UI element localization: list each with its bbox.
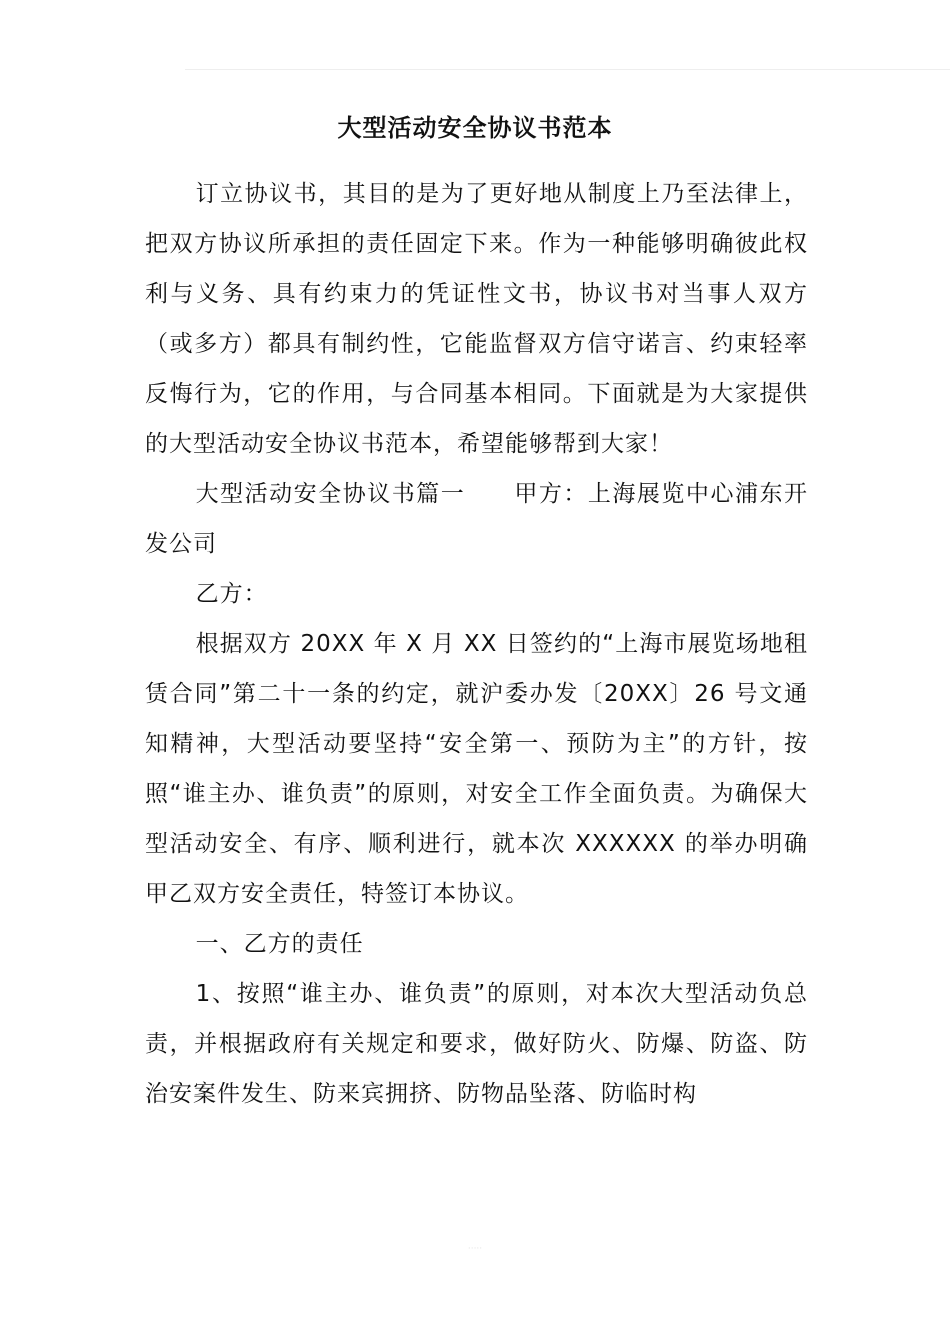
section-heading-paragraph: 大型活动安全协议书篇一 甲方：上海展览中心浦东开发公司 — [145, 481, 808, 557]
header-divider — [185, 69, 950, 70]
document-body — [145, 169, 808, 1119]
basis-paragraph: 根据双方 20XX 年 X 月 XX 日签约的“上海市展览场地租赁合同”第二十一条的约定，就沪委办发〔20XX〕26 号文通知精神，大型活动要坚持“安全第一、预防为主”的方针，按照“谁主办、谁负责”的原则，对安全工作全面负责。为确保大型活动安全、有序、顺利进行，就本次 XXXXXX 的举办明确甲乙双方安全责任，特签订本协议。 — [145, 631, 808, 907]
clause-heading: 一、乙方的责任 — [195, 931, 364, 957]
document-title: 大型活动安全协议书范本 — [337, 114, 613, 142]
footer-watermark: ····· — [467, 1244, 483, 1254]
party-b-paragraph: 乙方： — [195, 581, 268, 607]
intro-paragraph: 订立协议书，其目的是为了更好地从制度上乃至法律上，把双方协议所承担的责任固定下来。作为一种能够明确彼此权利与义务、具有约束力的凭证性文书，协议书对当事人双方（或多方）都具有制约性，它能监督双方信守诺言、约束轻率反悔行为，它的作用，与合同基本相同。下面就是为大家提供的大型活动安全协议书范本，希望能够帮到大家！ — [145, 181, 808, 457]
clause-item-1: 1、按照“谁主办、谁负责”的原则，对本次大型活动负总责，并根据政府有关规定和要求，做好防火、防爆、防盗、防治安案件发生、防来宾拥挤、防物品坠落、防临时构 — [145, 981, 808, 1107]
